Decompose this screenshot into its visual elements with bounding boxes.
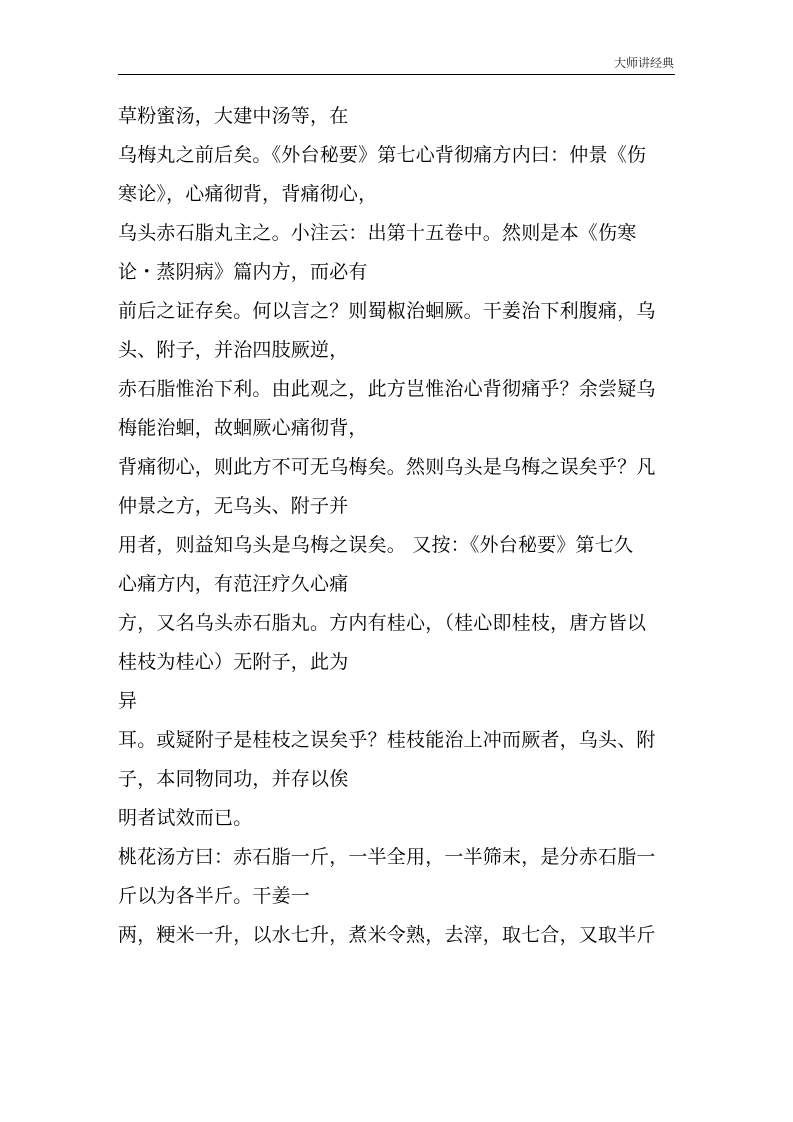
header-divider (118, 74, 675, 75)
text-line: 前后之证存矣。何以言之？则蜀椒治蛔厥。干姜治下利腹痛，乌 (118, 300, 656, 322)
text-line: 乌头赤石脂丸主之。小注云：出第十五卷中。然则是本《伤寒 (118, 222, 637, 244)
text-line: 背痛彻心，则此方不可无乌梅矣。然则乌头是乌梅之误矣乎？凡 (118, 456, 656, 478)
text-line: 子，本同物同功，并存以俟 (118, 768, 349, 790)
text-line: 方，又名乌头赤石脂丸。方内有桂心，（桂心即桂枝，唐方皆以 (118, 612, 647, 634)
text-line: 仲景之方，无乌头、附子并 (118, 495, 349, 517)
text-line: 赤石脂惟治下利。由此观之，此方岂惟治心背彻痛乎？余尝疑乌 (118, 378, 656, 400)
text-line: 梅能治蛔，故蛔厥心痛彻背， (118, 417, 368, 439)
text-line: 论・蒸阴病》篇内方，而必有 (118, 261, 368, 283)
page-body (118, 97, 678, 955)
text-line: 明者试效而已。 (118, 807, 253, 829)
text-line: 寒论》，心痛彻背，背痛彻心， (118, 183, 378, 205)
text-line: 异 (118, 690, 138, 712)
text-line: 斤以为各半斤。干姜一 (118, 885, 311, 907)
text-line: 两，粳米一升，以水七升，煮米令熟，去滓，取七合，又取半斤 (118, 924, 656, 946)
text-line: 草粉蜜汤，大建中汤等，在 (118, 105, 349, 127)
text-line: 头、附子，并治四肢厥逆， (118, 339, 349, 361)
text-line: 乌梅丸之前后矣。《外台秘要》第七心背彻痛方内曰：仲景《伤 (118, 144, 647, 166)
text-line: 心痛方内，有范汪疗久心痛 (118, 573, 349, 595)
text-line: 用者，则益知乌头是乌梅之误矣。 又按：《外台秘要》第七久 (118, 534, 634, 556)
text-line: 桃花汤方曰：赤石脂一斤，一半全用，一半筛末，是分赤石脂一 (118, 846, 656, 868)
text-line: 耳。或疑附子是桂枝之误矣乎？桂枝能治上冲而厥者，乌头、附 (118, 729, 656, 751)
text-line: 桂枝为桂心）无附子，此为 (118, 651, 349, 673)
header-title: 大师讲经典 (613, 56, 674, 70)
